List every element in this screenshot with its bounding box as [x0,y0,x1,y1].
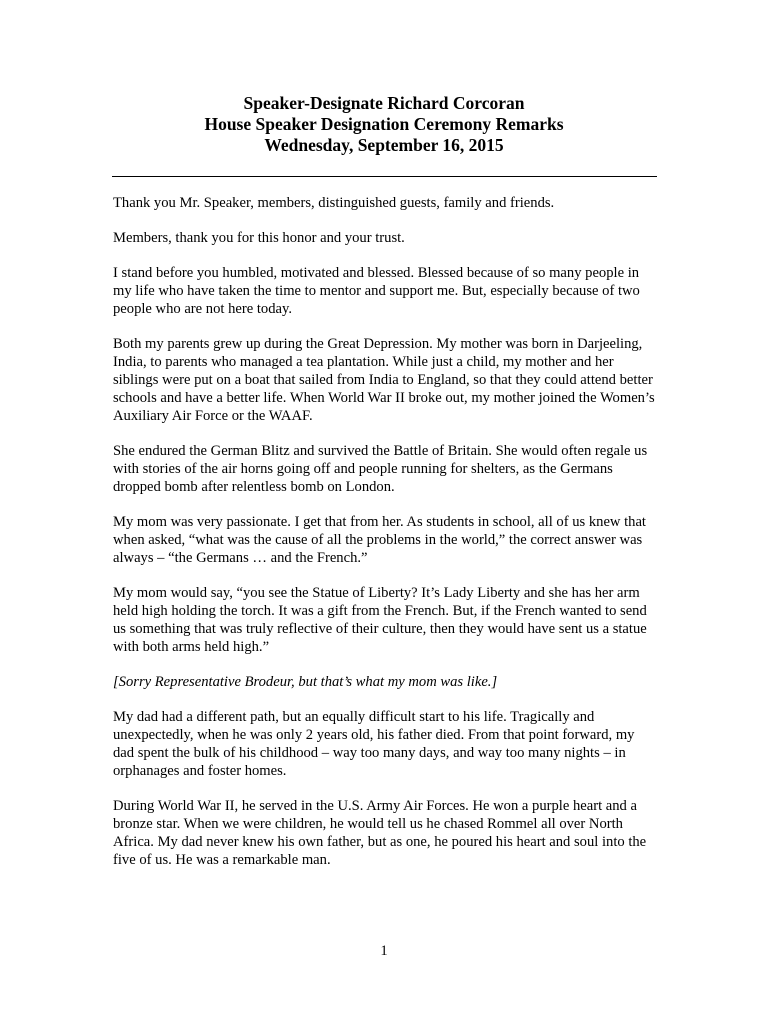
paragraph-members: Members, thank you for this honor and your trust. [113,230,405,246]
document-header [0,93,768,156]
page-number: 1 [380,943,388,959]
paragraph-aside: [Sorry Representative Brodeur, but that’s what my mom was like.] [113,674,498,690]
ceremony-title: House Speaker Designation Ceremony Remarks [204,114,564,134]
paragraph-world-war: During World War II, he served in the U.S. Army Air Forces. He won a purple heart and a bronze star. When we were children, he would tell us he chased Rommel all over North Africa. My dad never knew his own father, but as one, he poured his heart and soul into the five of us. He was a remarkable man. [113,798,647,868]
paragraph-blitz: She endured the German Blitz and survived the Battle of Britain. She would often regale us with stories of the air horns going off and people running for shelters, as the Germans dropped bomb after relentless bomb on London. [113,443,648,495]
speaker-title: Speaker-Designate Richard Corcoran [243,93,525,113]
paragraph-dad: My dad had a different path, but an equally difficult start to his life. Tragically and unexpectedly, when he was only 2 years old, his father died. From that point forward, my dad spent the bulk of his childhood – way too many days, and way too many nights – in orphanages and foster homes. [113,709,635,779]
paragraph-thanks: Thank you Mr. Speaker, members, distinguished guests, family and friends. [113,195,555,211]
header-divider [112,176,657,177]
remarks-body [113,194,658,886]
paragraph-statue-of-liberty: My mom would say, “you see the Statue of Liberty? It’s Lady Liberty and she has her arm held high holding the torch. It was a gift from the French. But, if the French wanted to send us something that was truly reflective of their culture, then they would have sent us a statue with both arms held high.” [113,585,647,655]
paragraph-parents: Both my parents grew up during the Great Depression. My mother was born in Darjeeling, India, to parents who managed a tea plantation. While just a child, my mother and her siblings were put on a boat that sailed from India to England, so that they could attend better schools and have a better life. When World War II broke out, my mother joined the Women’s Auxiliary Air Force or the WAAF. [113,336,655,424]
paragraph-passionate: My mom was very passionate. I get that from her. As students in school, all of us knew that when asked, “what was the cause of all the problems in the world,” the correct answer was always – “the Germans … and the French.” [113,514,646,566]
ceremony-date: Wednesday, September 16, 2015 [264,135,504,155]
paragraph-humbled: I stand before you humbled, motivated and blessed. Blessed because of so many people in my life who have taken the time to mentor and support me. But, especially because of two people who are not here today. [113,265,640,317]
